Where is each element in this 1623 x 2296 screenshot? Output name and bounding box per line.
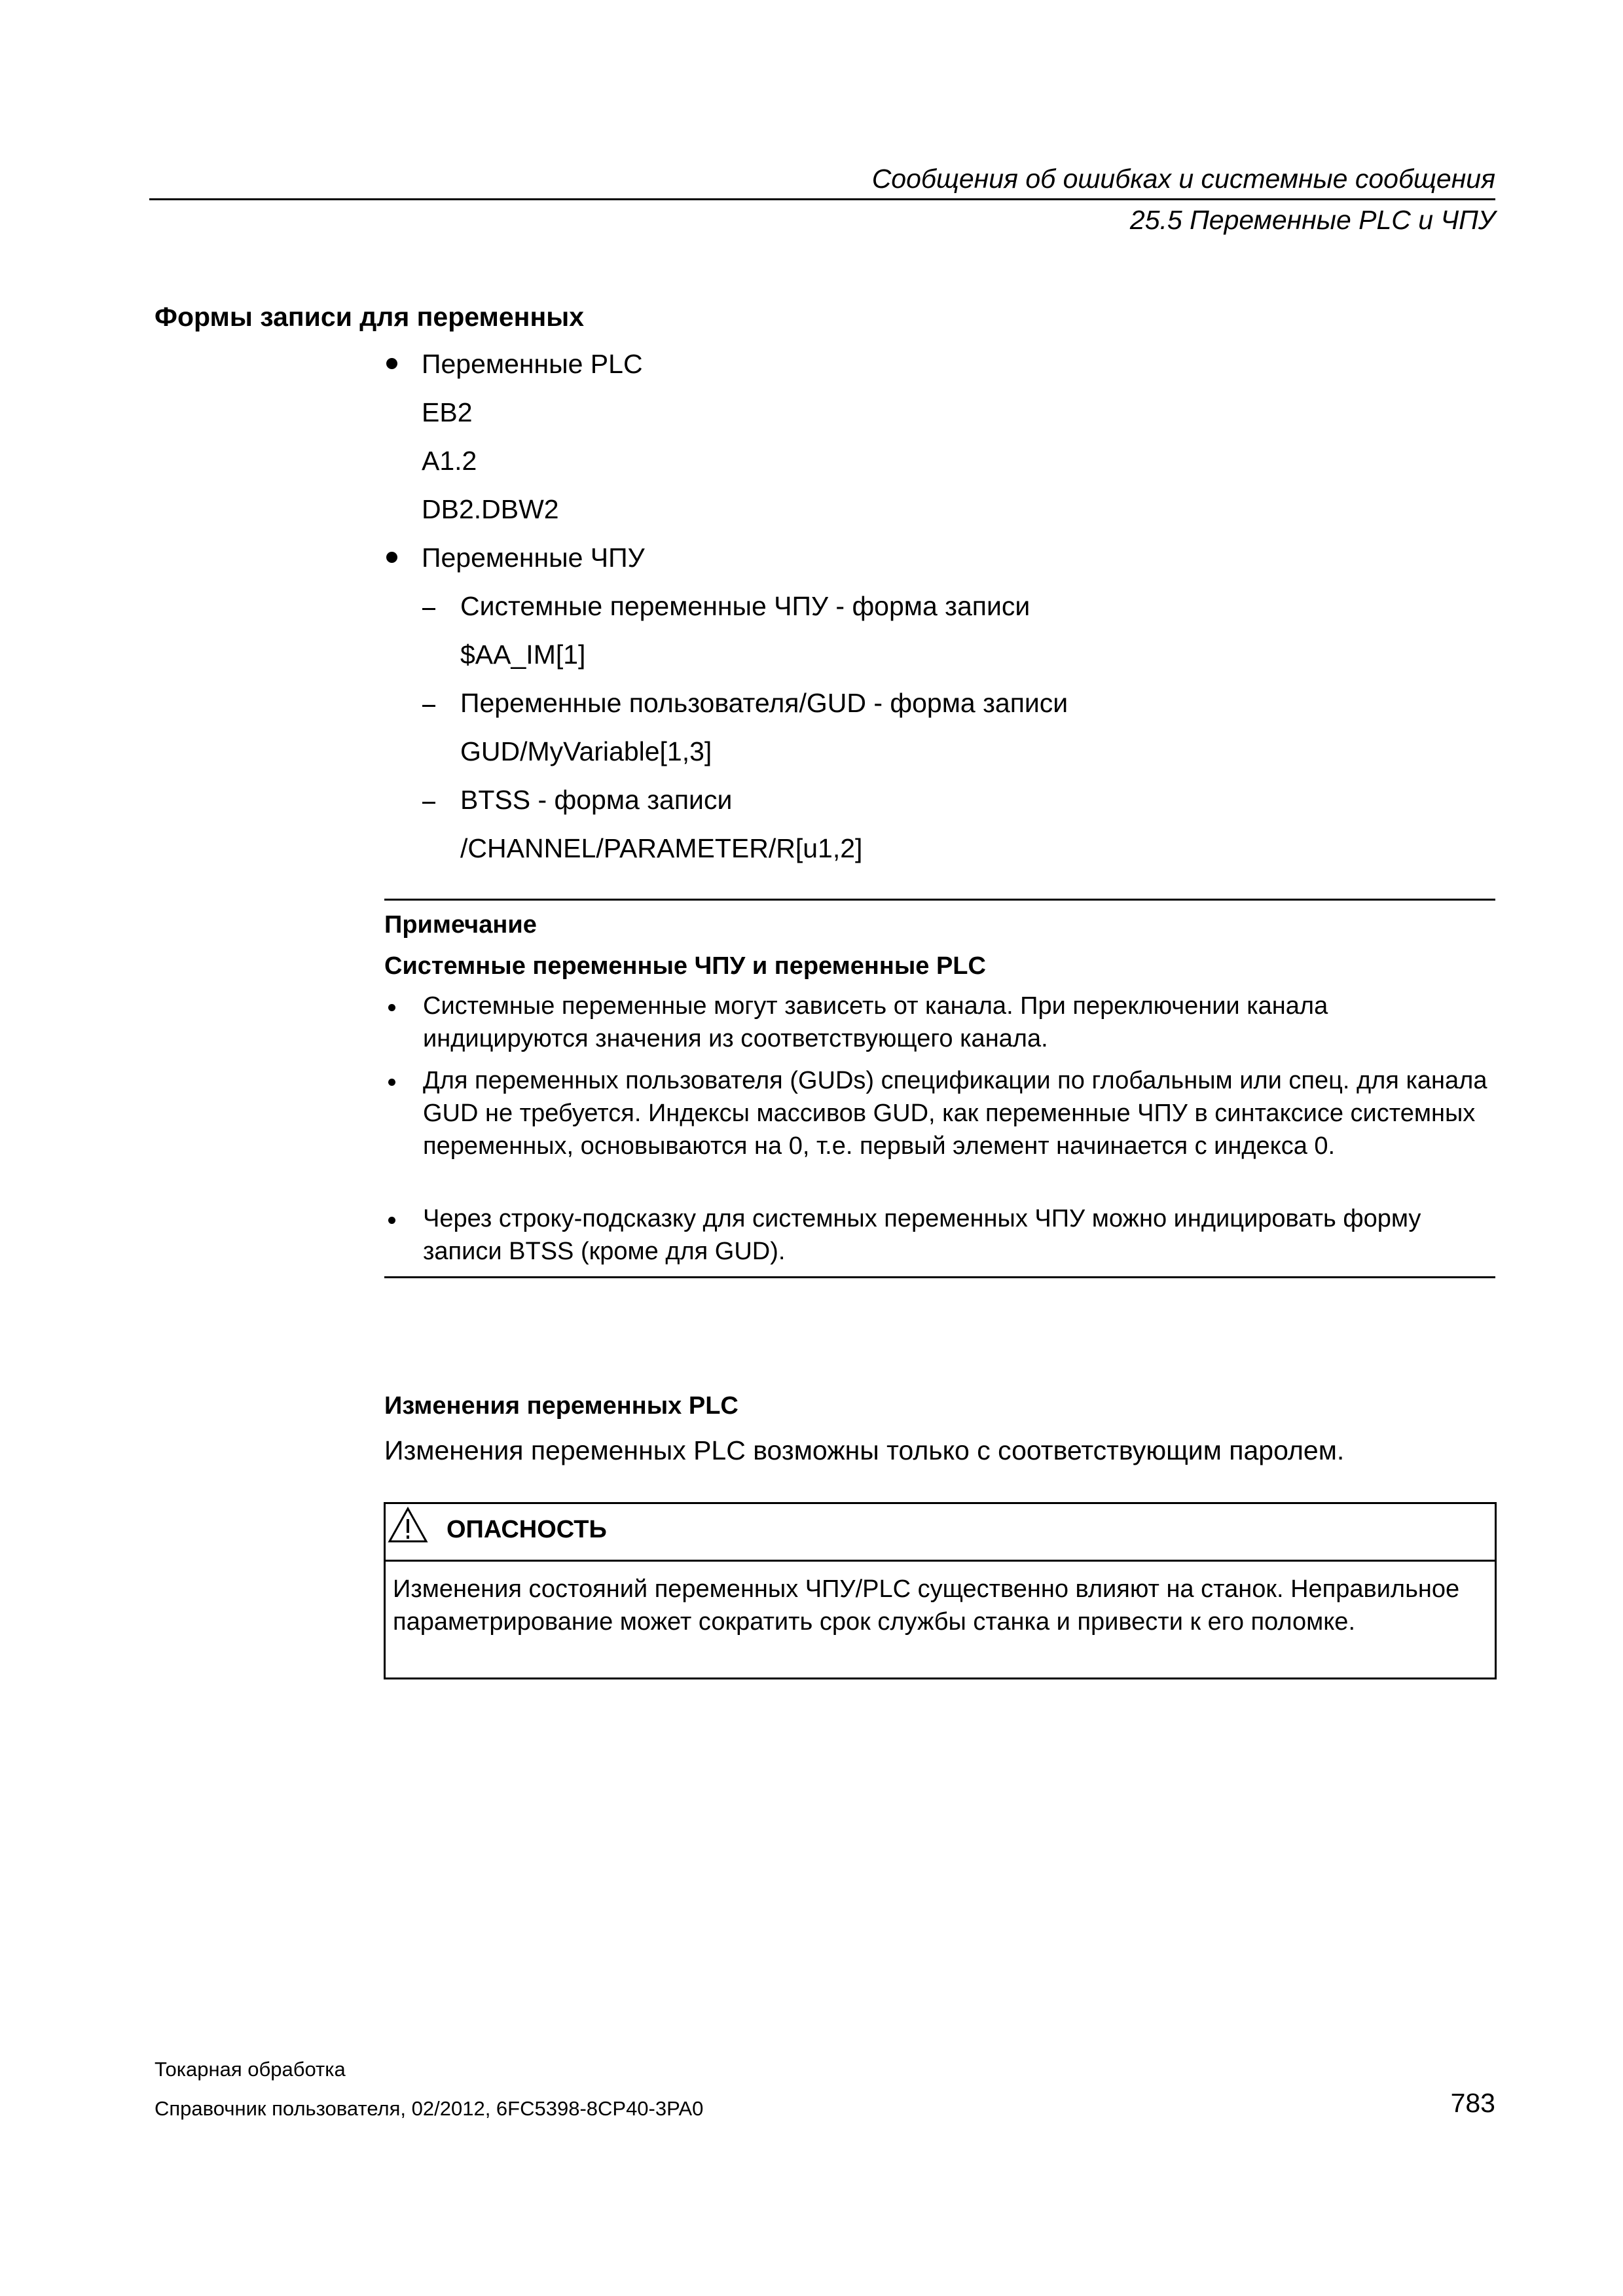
dash-icon (422, 608, 435, 610)
header-section-title: 25.5 Переменные PLC и ЧПУ (1129, 205, 1495, 235)
page-number: 783 (1450, 2088, 1495, 2118)
nc-item-label: Системные переменные ЧПУ - форма записи (460, 591, 1030, 621)
bullet-icon (388, 1004, 395, 1011)
plc-example: DB2.DBW2 (422, 494, 559, 524)
bullet-icon (386, 358, 397, 369)
danger-text: Изменения состояний переменных ЧПУ/PLC существенно влияют на станок. Неправильное параметрирование может сократить срок службы станка и привести к его поломке. (393, 1575, 1460, 1636)
footer-edition: Справочник пользователя, 02/2012, 6FC5398-8CP40-3PA0 (155, 2097, 704, 2120)
nc-variables-label: Переменные ЧПУ (422, 543, 645, 573)
bullet-icon (388, 1217, 395, 1224)
note-title: Примечание (384, 911, 537, 939)
note-bullet-text: Для переменных пользователя (GUDs) спецификации по глобальным или спец. для канала GUD не требуется. Индексы массивов GUD, как переменные ЧПУ в синтаксисе системных переменных, основываются на 0, т.е. первый элемент начинается с индекса 0. (423, 1067, 1487, 1160)
plc-example: A1.2 (422, 446, 477, 476)
nc-item-example: GUD/MyVariable[1,3] (460, 736, 712, 766)
footer-book-title: Токарная обработка (155, 2058, 346, 2081)
danger-separator (384, 1560, 1497, 1562)
bullet-icon (388, 1079, 395, 1086)
note-bottom-rule (384, 1276, 1495, 1278)
header-rule (149, 198, 1495, 200)
dash-icon (422, 705, 435, 707)
nc-item-example: /CHANNEL/PARAMETER/R[u1,2] (460, 833, 863, 863)
warning-triangle-icon (388, 1507, 428, 1543)
header-chapter-title: Сообщения об ошибках и системные сообщения (871, 164, 1495, 194)
bullet-icon (386, 552, 397, 563)
plc-changes-text: Изменения переменных PLC возможны только с соответствующим паролем. (384, 1435, 1345, 1465)
note-bullet-text: Системные переменные могут зависеть от канала. При переключении канала индицируются значения из соответствующего канала. (423, 992, 1328, 1052)
note-bullet-text: Через строку-подсказку для системных переменных ЧПУ можно индицировать форму записи BTSS (кроме для GUD). (423, 1205, 1421, 1265)
dash-icon (422, 802, 435, 804)
section-heading: Формы записи для переменных (155, 302, 585, 332)
plc-changes-heading: Изменения переменных PLC (384, 1392, 739, 1420)
note-subtitle: Системные переменные ЧПУ и переменные PLC (384, 952, 986, 980)
nc-item-label: Переменные пользователя/GUD - форма записи (460, 688, 1068, 718)
plc-example: EB2 (422, 397, 473, 427)
note-top-rule (384, 899, 1495, 901)
nc-item-label: BTSS - форма записи (460, 785, 733, 815)
nc-item-example: $AA_IM[1] (460, 639, 586, 670)
plc-variables-label: Переменные PLC (422, 349, 643, 379)
danger-title: ОПАСНОСТЬ (447, 1516, 607, 1543)
